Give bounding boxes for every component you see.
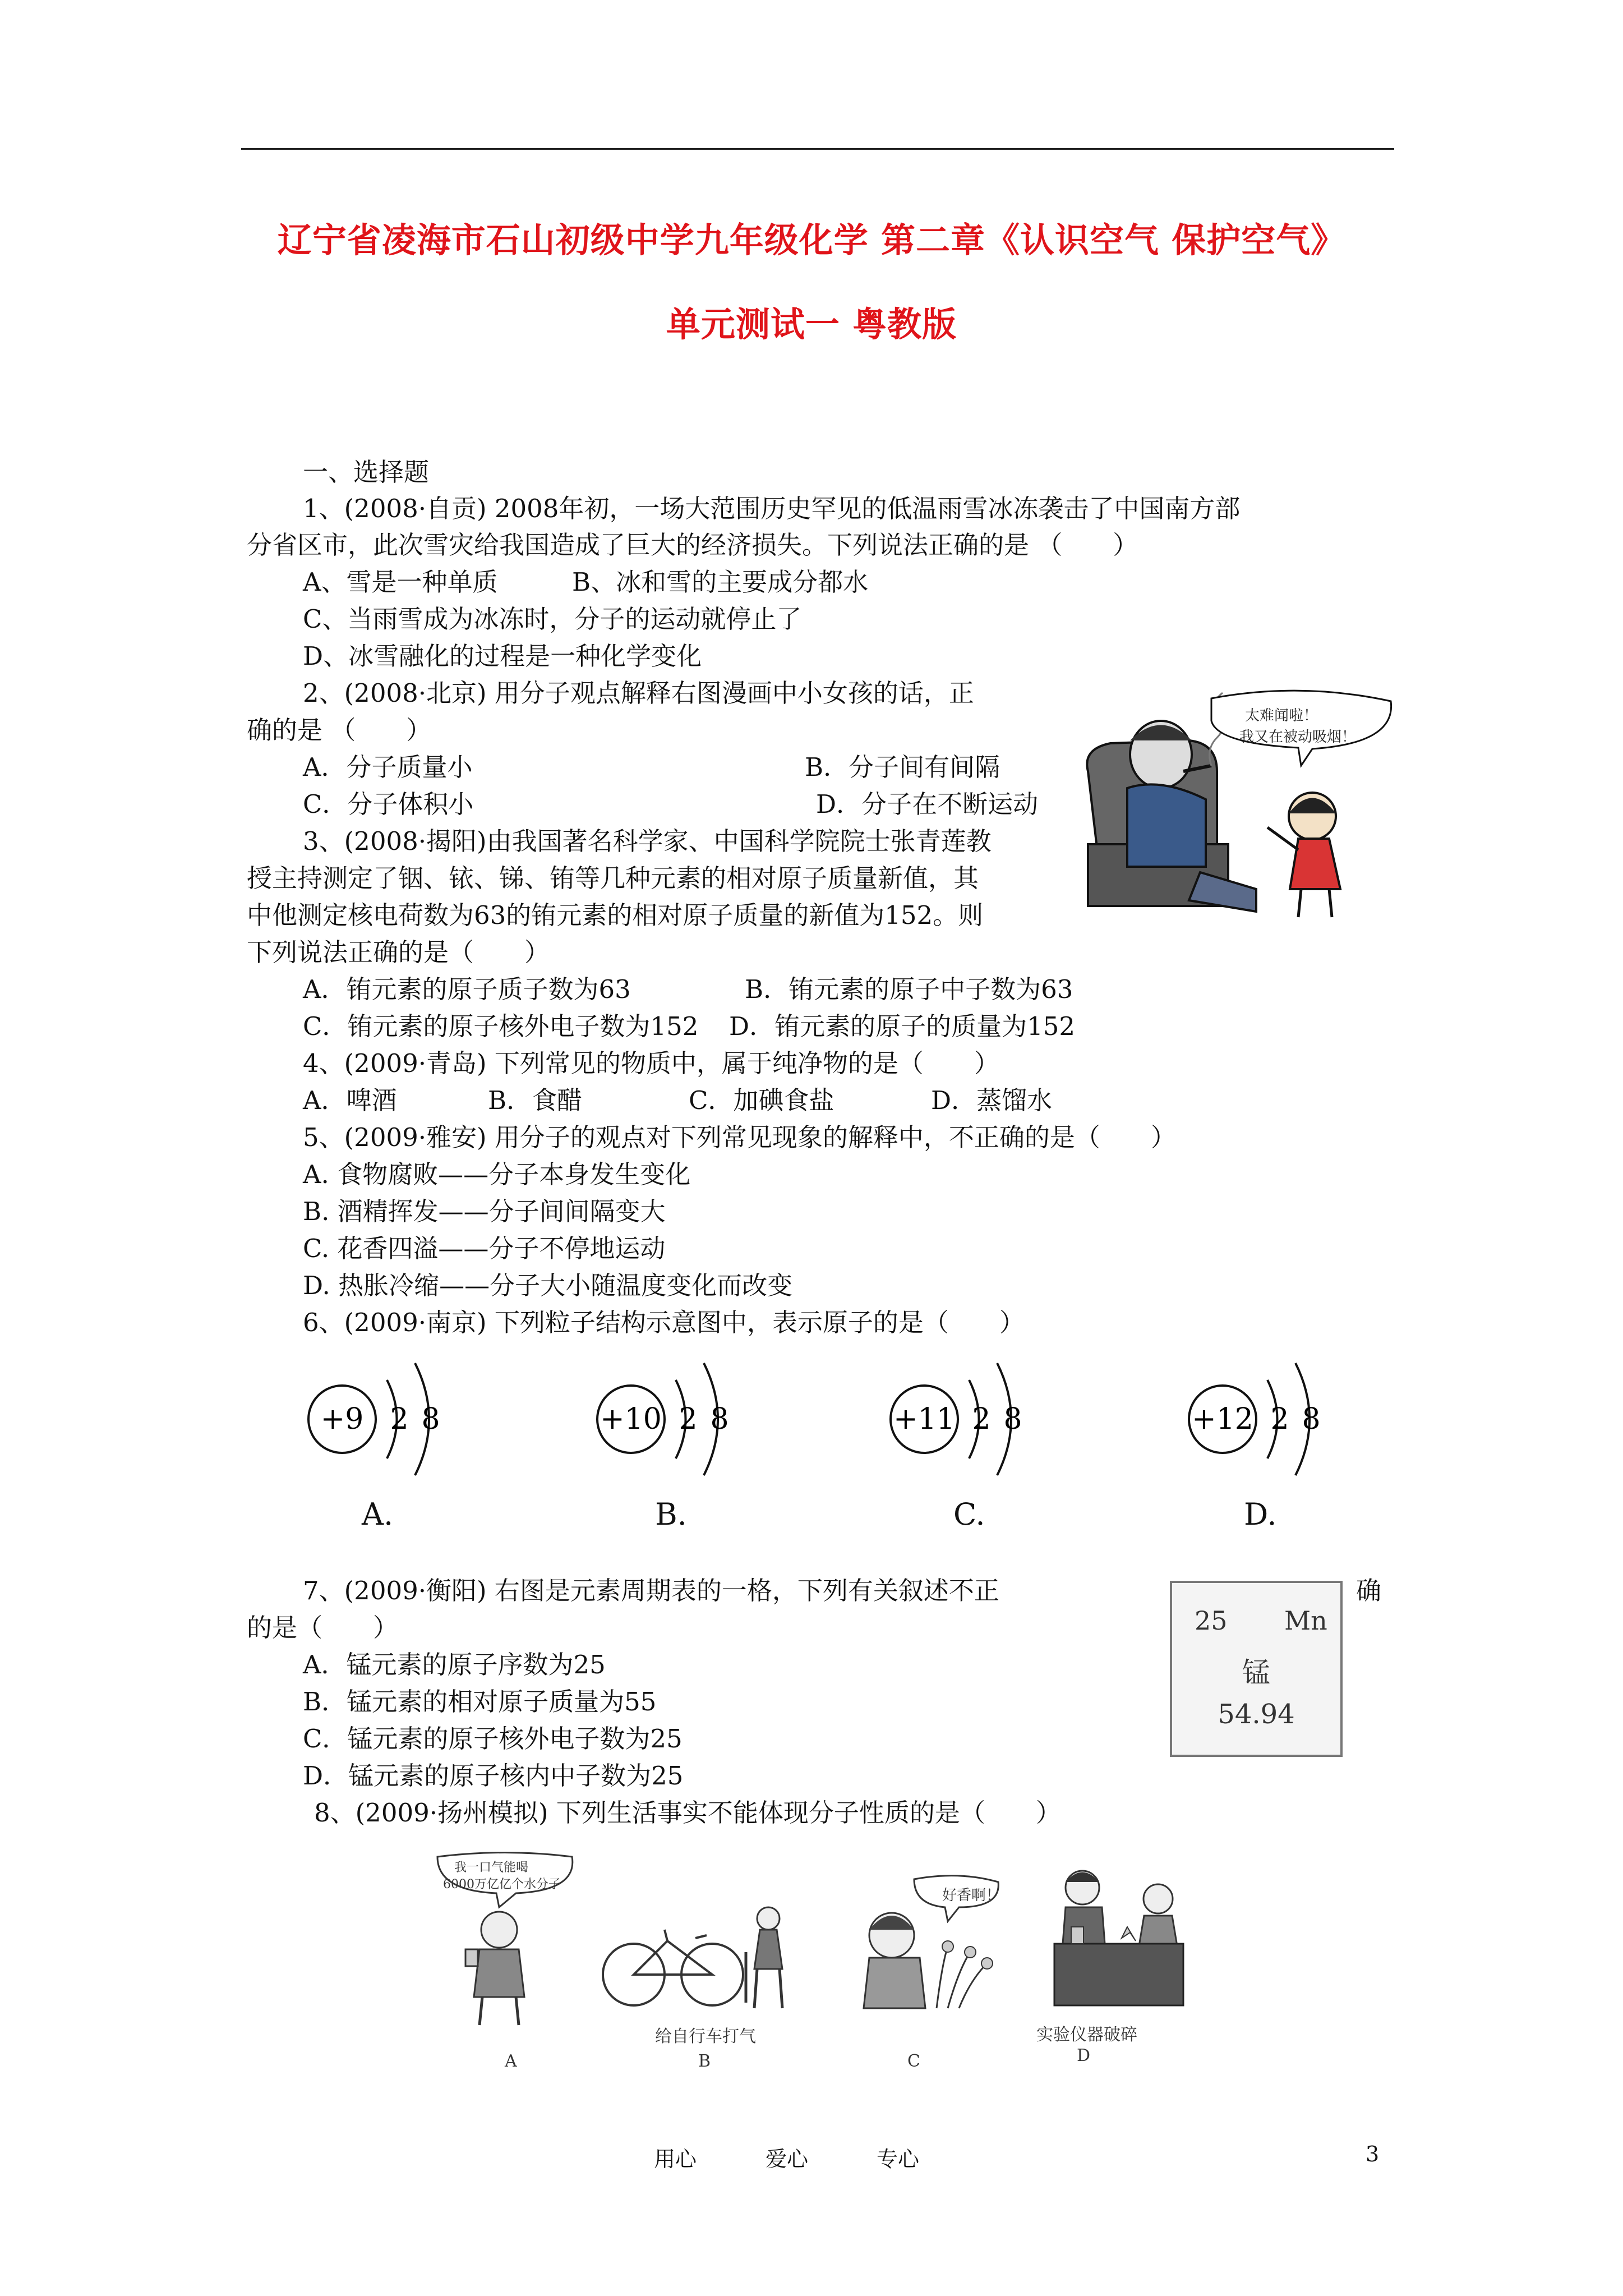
caption-d: 实验仪器破碎: [1036, 2025, 1137, 2045]
q4-option-a: A．啤酒: [303, 1085, 397, 1115]
cartoon-label-c: C: [907, 2051, 920, 2071]
q3-option-d: D．铕元素的原子的质量为152: [729, 1011, 1075, 1041]
shell2-count-c: 8: [1003, 1402, 1022, 1436]
q5-option-a: A. 食物腐败——分子本身发生变化: [303, 1159, 691, 1189]
q4-option-c: C．加碘食盐: [689, 1085, 834, 1115]
atom-diagram-d: [1183, 1358, 1340, 1489]
cartoon-label-d: D: [1077, 2046, 1091, 2065]
q8-stem: 8、(2009·扬州模拟) 下列生活事实不能体现分子性质的是（ ）: [314, 1798, 1061, 1828]
footer-word-3: 专心: [877, 2147, 920, 2171]
shell1-count-d: 2: [1270, 1402, 1289, 1436]
q2-option-d: D．分子在不断运动: [816, 789, 1039, 819]
nucleus-charge-a: +9: [320, 1402, 364, 1436]
q1-option-d: D、冰雪融化的过程是一种化学变化: [303, 641, 702, 671]
q7-stem-line1-end: 确: [1356, 1576, 1382, 1605]
q2-option-b: B．分子间有间隔: [805, 752, 1000, 782]
q4-stem: 4、(2009·青岛) 下列常见的物质中，属于纯净物的是（ ）: [303, 1048, 999, 1078]
q2-option-c: C．分子体积小: [303, 789, 474, 819]
cartoon-a-drinking: [432, 1851, 578, 2031]
atom-diagram-a: [303, 1358, 460, 1489]
element-name: 锰: [1242, 1657, 1270, 1689]
q3-stem-line3: 中他测定核电荷数为63的铕元素的相对原子质量的新值为152。则: [247, 900, 984, 930]
q2-option-a: A．分子质量小: [303, 752, 473, 782]
q3-option-a: A．铕元素的原子质子数为63: [303, 974, 631, 1004]
q7-option-a: A．锰元素的原子序数为25: [303, 1650, 606, 1680]
footer-word-2: 爱心: [766, 2147, 809, 2171]
q3-option-b: B．铕元素的原子中子数为63: [745, 974, 1073, 1004]
cartoon-label-b: B: [698, 2051, 711, 2071]
nucleus-charge-d: +12: [1192, 1402, 1253, 1436]
bubble-c: 好香啊！: [942, 1887, 1001, 1904]
cartoon-c-flower: [852, 1868, 1004, 2019]
shell1-count-c: 2: [972, 1402, 991, 1436]
shell2-count-d: 8: [1302, 1402, 1321, 1436]
nucleus-charge-c: +11: [893, 1402, 955, 1436]
q2-stem-line2: 确的是 （ ）: [247, 715, 432, 745]
bubble-a-line2: 6000万亿亿个水分子: [443, 1878, 561, 1892]
q3-stem-line4: 下列说法正确的是（ ）: [247, 937, 550, 967]
smoking-cartoon: [1077, 687, 1396, 928]
q7-option-b: B．锰元素的相对原子质量为55: [303, 1687, 657, 1717]
nucleus-charge-b: +10: [600, 1402, 662, 1436]
cartoon-label-a: A: [505, 2051, 517, 2071]
q2-stem-line1: 2、(2008·北京) 用分子观点解释右图漫画中小女孩的话，正: [303, 678, 974, 708]
q4-option-b: B．食醋: [488, 1085, 583, 1115]
q5-option-b: B. 酒精挥发——分子间间隔变大: [303, 1197, 666, 1226]
diagram-label-d: D.: [1244, 1497, 1277, 1532]
shell2-count-a: 8: [421, 1402, 440, 1436]
q4-option-d: D．蒸馏水: [931, 1085, 1053, 1115]
q6-stem: 6、(2009·南京) 下列粒子结构示意图中，表示原子的是（ ）: [303, 1308, 1025, 1337]
footer-word-1: 用心: [654, 2147, 697, 2171]
caption-b: 给自行车打气: [655, 2027, 756, 2046]
section-heading: 一、选择题: [303, 457, 430, 487]
cartoon-d-lab: [1038, 1860, 1200, 2017]
cartoon-bubble-line1: 太难闻啦！: [1245, 707, 1318, 724]
q7-stem-line2: 的是（ ）: [247, 1613, 399, 1642]
cartoon-bubble-line2: 我又在被动吸烟！: [1239, 729, 1357, 746]
bubble-a-line1: 我一口气能喝: [454, 1861, 529, 1875]
q3-stem-line2: 授主持测定了铟、铱、锑、铕等几种元素的相对原子质量新值，其: [247, 863, 979, 893]
shell1-count-b: 2: [679, 1402, 698, 1436]
diagram-label-c: C.: [953, 1497, 985, 1532]
q7-option-c: C．锰元素的原子核外电子数为25: [303, 1724, 683, 1754]
shell1-count-a: 2: [390, 1402, 409, 1436]
atomic-number: 25: [1195, 1605, 1228, 1636]
shell2-count-b: 8: [710, 1402, 729, 1436]
q5-option-c: C. 花香四溢——分子不停地运动: [303, 1234, 666, 1263]
header-rule: [241, 148, 1394, 150]
q1-option-b: B、冰和雪的主要成分都水: [572, 567, 869, 597]
atom-diagram-c: [885, 1358, 1042, 1489]
element-symbol: Mn: [1284, 1605, 1327, 1636]
diagram-label-b: B.: [655, 1497, 687, 1532]
doc-title-line1: 辽宁省凌海市石山初级中学九年级化学 第二章《认识空气 保护空气》: [277, 220, 1346, 260]
q5-stem: 5、(2009·雅安) 用分子的观点对下列常见现象的解释中，不正确的是（ ）: [303, 1122, 1176, 1152]
atomic-mass: 54.94: [1218, 1699, 1295, 1730]
diagram-label-a: A.: [362, 1497, 394, 1532]
q1-option-a: A、雪是一种单质: [303, 567, 498, 597]
doc-title-line2: 单元测试一 粤教版: [666, 305, 957, 344]
q3-option-c: C．铕元素的原子核外电子数为152: [303, 1011, 699, 1041]
q1-stem-line1: 1、(2008·自贡) 2008年初，一场大范围历史罕见的低温雨雪冰冻袭击了中国南方部: [303, 494, 1241, 523]
periodic-table-cell: [1170, 1581, 1343, 1757]
q3-stem-line1: 3、(2008·揭阳)由我国著名科学家、中国科学院院士张青莲教: [303, 826, 992, 856]
q7-option-d: D．锰元素的原子核内中子数为25: [303, 1761, 684, 1791]
q1-option-c: C、当雨雪成为冰冻时，分子的运动就停止了: [303, 604, 802, 634]
q5-option-d: D. 热胀冷缩——分子大小随温度变化而改变: [303, 1271, 793, 1300]
cartoon-b-bicycle: [600, 1896, 796, 2019]
q1-stem-line2: 分省区市，此次雪灾给我国造成了巨大的经济损失。下列说法正确的是 （ ）: [247, 530, 1138, 560]
q7-stem-line1: 7、(2009·衡阳) 右图是元素周期表的一格，下列有关叙述不正: [303, 1576, 999, 1605]
page-number: 3: [1366, 2142, 1380, 2166]
atom-diagram-b: [592, 1358, 749, 1489]
